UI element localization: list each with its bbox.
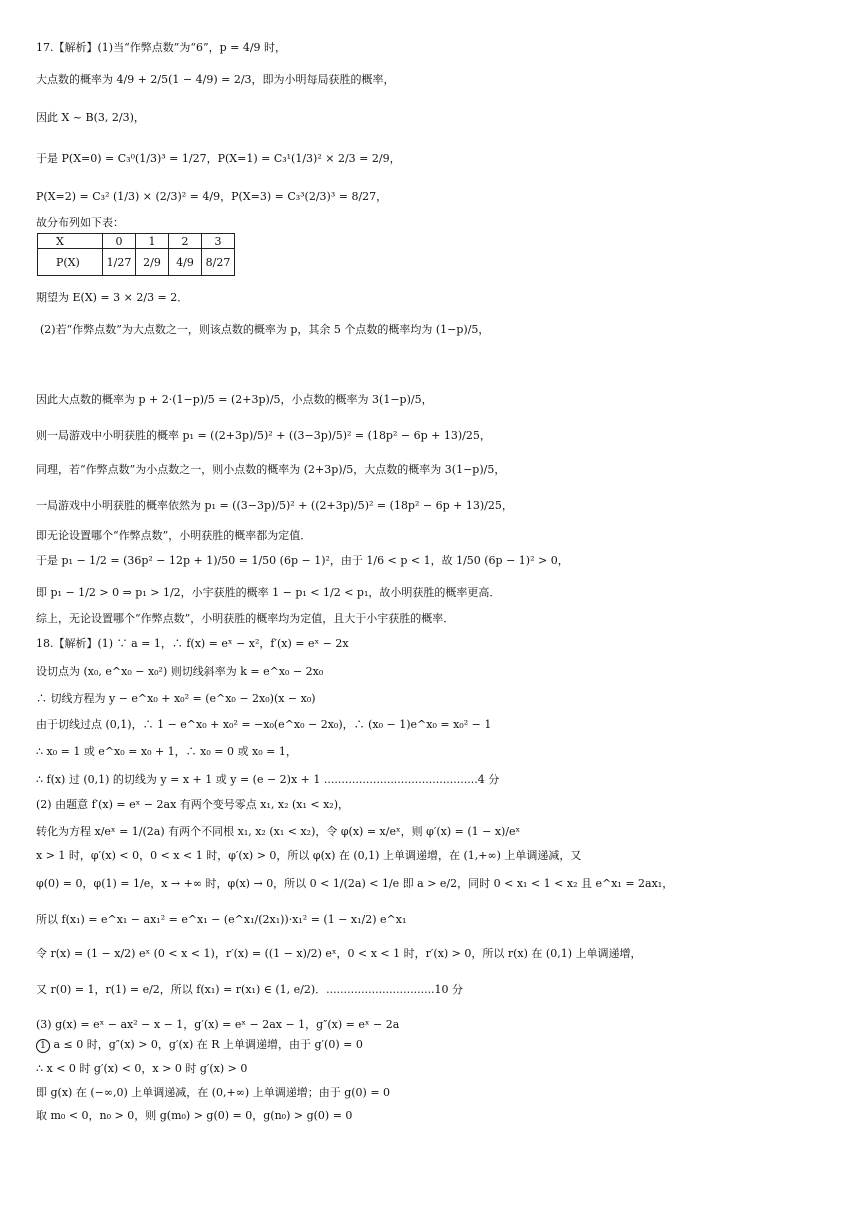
table-cell: 8/27 [202, 249, 235, 276]
q18-sign-gprime: ∴ x < 0 时 g′(x) < 0，x > 0 时 g′(x) > 0 [36, 1062, 248, 1075]
q18-part3-intro: (3) g(x) = eˣ − ax² − x − 1，g′(x) = eˣ − 2ax − 1，g″(x) = eˣ − 2a [36, 1018, 400, 1031]
table-cell: 2/9 [136, 249, 169, 276]
table-row [38, 249, 235, 276]
circled-number-one: 1 [36, 1039, 50, 1053]
q18-through-point: 由于切线过点 (0,1)，∴ 1 − e^x₀ + x₀² = −x₀(e^x₀ − 2x₀)，∴ (x₀ − 1)e^x₀ = x₀² − 1 [36, 718, 492, 731]
table-cell: P(X) [38, 249, 103, 276]
q17-difference-line: 于是 p₁ − 1/2 = (36p² − 12p + 1)/50 = 1/50 (6p − 1)²，由于 1/6 < p < 1，故 1/50 (6p − 1)² > 0， [36, 554, 569, 567]
q18-phi-bounds: φ(0) = 0，φ(1) = 1/e，x → +∞ 时，φ(x) → 0，所以 0 < 1/(2a) < 1/e 即 a > e/2，同时 0 < x₁ < 1 < x₂ 且 e^x₁ = 2ax₁， [36, 877, 674, 890]
table-cell: 2 [169, 234, 202, 249]
distribution-table [37, 233, 235, 276]
q17-p1-again: 一局游戏中小明获胜的概率依然为 p₁ = ((3−3p)/5)² + ((2+3p)/5)² = (18p² − 6p + 13)/25， [36, 499, 513, 512]
q17-p1-formula: 则一局游戏中小明获胜的概率 p₁ = ((2+3p)/5)² + ((3−3p)/5)² = (18p² − 6p + 13)/25， [36, 429, 491, 442]
q18-heading-line: 18.【解析】(1) ∵ a = 1，∴ f(x) = eˣ − x²，f′(x) = eˣ − 2x [36, 637, 349, 650]
q17-summary: 综上，无论设置哪个“作弊点数”，小明获胜的概率均为定值，且大于小宇获胜的概率． [36, 612, 455, 625]
q17-big-probability-line: 大点数的概率为 4/9 + 2/5(1 − 4/9) = 2/3，即为小明每局获胜的概率， [36, 73, 395, 86]
q17-binomial-line: 因此 X ~ B(3, 2/3)， [36, 111, 145, 124]
q17-expectation-line: 期望为 E(X) = 3 × 2/3 = 2． [36, 291, 189, 304]
q17-p2-p3-line: P(X=2) = C₃² (1/3) × (2/3)² = 4/9，P(X=3) = C₃³(2/3)³ = 8/27， [36, 190, 388, 203]
q17-conclusion-compare: 即 p₁ − 1/2 > 0 ⇒ p₁ > 1/2，小宇获胜的概率 1 − p₁ < 1/2 < p₁，故小明获胜的概率更高． [36, 586, 501, 599]
q17-constant-line: 即无论设置哪个“作弊点数”，小明获胜的概率都为定值． [36, 529, 312, 542]
q18-pick-points: 取 m₀ < 0，n₀ > 0，则 g(m₀) > g(0) = 0，g(n₀) > g(0) = 0 [36, 1109, 353, 1122]
table-cell: X [38, 234, 103, 249]
q17-part2-intro: (2)若“作弊点数”为大点数之一，则该点数的概率为 p，其余 5 个点数的概率均为 (1−p)/5， [40, 323, 490, 336]
table-cell: 1/27 [103, 249, 136, 276]
q18-case1-line [36, 1037, 363, 1053]
q18-tangent-point: 设切点为 (x₀, e^x₀ − x₀²) 则切线斜率为 k = e^x₀ − 2x₀ [36, 665, 324, 678]
q17-heading-line: 17.【解析】(1)当“作弊点数”为“6”，p = 4/9 时， [36, 41, 287, 54]
q18-tangent-lines: ∴ f(x) 过 (0,1) 的切线为 y = x + 1 或 y = (e − 2)x + 1 ............................................4 分 [36, 773, 500, 786]
q18-r-range: 又 r(0) = 1，r(1) = e/2，所以 f(x₁) = r(x₁) ∈ (1, e/2)．...............................10 分 [36, 983, 464, 996]
q18-monotonic-phi: x > 1 时，φ′(x) < 0，0 < x < 1 时，φ′(x) > 0，所以 φ(x) 在 (0,1) 上单调递增，在 (1,+∞) 上单调递减，又 [36, 849, 582, 862]
q18-tangent-equation: ∴ 切线方程为 y − e^x₀ + x₀² = (e^x₀ − 2x₀)(x − x₀) [36, 692, 316, 705]
q18-part2-intro: (2) 由题意 f′(x) = eˣ − 2ax 有两个变号零点 x₁, x₂ (x₁ < x₂)， [36, 798, 350, 811]
q18-x0-solution: ∴ x₀ = 1 或 e^x₀ = x₀ + 1，∴ x₀ = 0 或 x₀ = 1， [36, 745, 297, 758]
q18-case1-text: a ≤ 0 时，g″(x) > 0，g′(x) 在 R 上单调递增，由于 g′(0) = 0 [50, 1038, 363, 1051]
q17-similarly-line: 同理，若“作弊点数”为小点数之一，则小点数的概率为 (2+3p)/5，大点数的概率为 3(1−p)/5， [36, 463, 506, 476]
q18-g-monotonic: 即 g(x) 在 (−∞,0) 上单调递减，在 (0,+∞) 上单调递增；由于 g(0) = 0 [36, 1086, 391, 1099]
q18-f-x1: 所以 f(x₁) = e^x₁ − ax₁² = e^x₁ − (e^x₁/(2x₁))·x₁² = (1 − x₁/2) e^x₁ [36, 913, 407, 926]
table-header-row [38, 234, 235, 249]
table-cell: 4/9 [169, 249, 202, 276]
table-cell: 0 [103, 234, 136, 249]
table-cell: 1 [136, 234, 169, 249]
q18-phi-definition: 转化为方程 x/eˣ = 1/(2a) 有两个不同根 x₁, x₂ (x₁ < x₂)，令 φ(x) = x/eˣ，则 φ′(x) = (1 − x)/eˣ [36, 825, 521, 838]
q18-r-definition: 令 r(x) = (1 − x/2) eˣ (0 < x < 1)，r′(x) = ((1 − x)/2) eˣ，0 < x < 1 时，r′(x) > 0，所以 r(x) 在 (0,1) 上单调递增， [36, 947, 642, 960]
table-cell: 3 [202, 234, 235, 249]
q17-table-intro: 故分布列如下表： [36, 216, 124, 229]
q17-p0-p1-line: 于是 P(X=0) = C₃⁰(1/3)³ = 1/27，P(X=1) = C₃¹(1/3)² × 2/3 = 2/9， [36, 152, 401, 165]
q17-big-small-probability: 因此大点数的概率为 p + 2·(1−p)/5 = (2+3p)/5，小点数的概率为 3(1−p)/5， [36, 393, 433, 406]
